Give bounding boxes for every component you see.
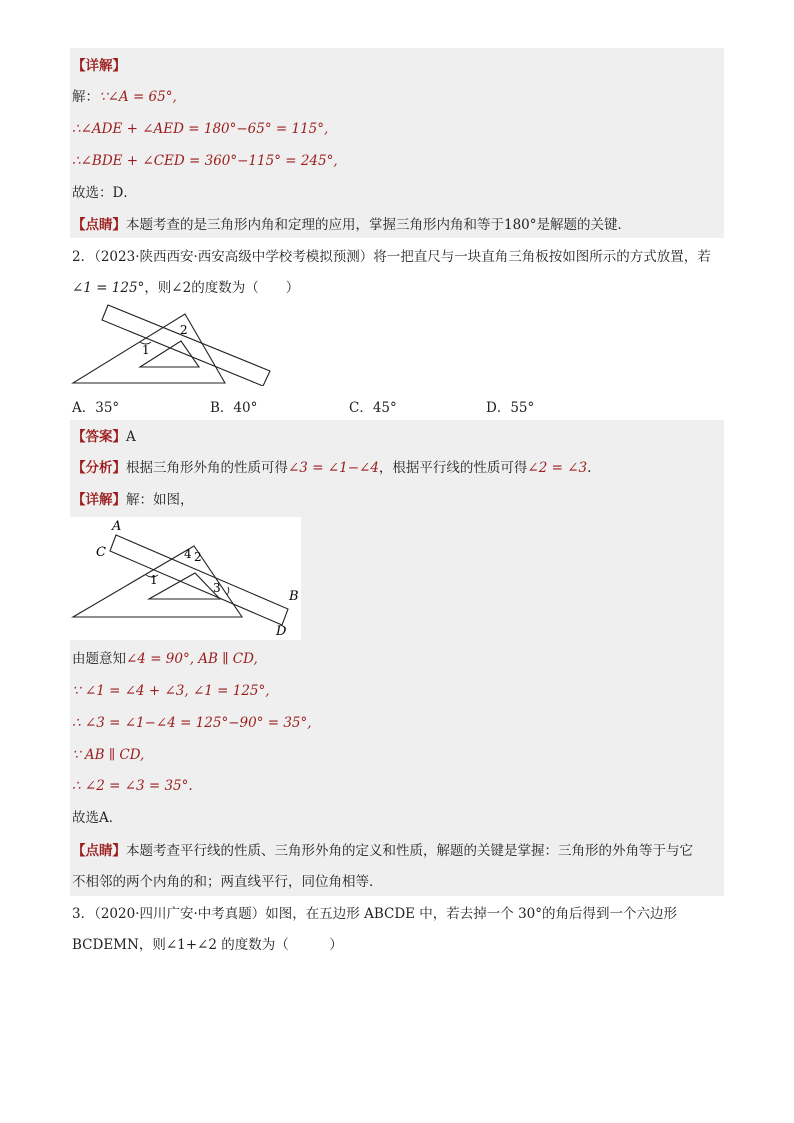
label-3: 3 [213,581,221,595]
solution-2-comment-line-1 [72,842,693,860]
choice-a-value: 35° [95,400,120,416]
choice-a [72,396,119,416]
solution-1-line-1 [72,88,177,106]
comment-tag-2: 【点睛】 [72,843,126,859]
detail-tag-1: 【详解】 [72,58,126,74]
solution-2-choose: 故选A． [72,810,123,826]
label-D: D [276,624,287,639]
choice-d-value: 55° [510,400,535,416]
analysis-math-b: ∠2 = ∠3 [527,460,588,476]
choice-d-key: D． [486,400,511,416]
label-A: A [112,519,122,534]
analysis-text-a: 根据三角形外角的性质可得 [126,460,288,476]
detail-text-2: 解：如图， [126,492,194,508]
comment-text-1: 本题考查的是三角形内角和定理的应用，掌握三角形内角和等于180°是解题的关键． [126,217,632,233]
step-1-math: ∠4 = 90°, AB ∥ CD, [126,651,258,667]
angle-given: ∠1 = 125° [72,280,145,296]
choice-b [210,396,257,416]
step-5: ∴ ∠2 = ∠3 = 35°. [72,778,193,794]
question-3-line-1: 3．（2020·四川广安·中考真题）如图，在五边形 ABCDE 中，若去掉一个 30°的角后得到一个六边形 [72,906,678,922]
step-4: ∵ AB ∥ CD, [72,747,145,763]
answer-line [72,428,136,446]
prefix: 解： [72,89,99,105]
label-1: 1 [150,573,158,587]
stem-tail: ，则∠2的度数为（ ） [144,280,300,296]
question-2-figure [70,302,280,386]
solution-block-1-background [70,48,724,238]
solution-2-figure [70,517,301,640]
solution-1-line-3: ∴∠BDE + ∠CED = 360°−115° = 245°, [72,153,338,169]
detail-line-2 [72,491,194,509]
solution-1-comment [72,216,631,234]
analysis-line [72,459,591,477]
choice-c-key: C． [349,400,373,416]
choice-d [486,396,534,416]
analysis-tag: 【分析】 [72,460,126,476]
comment-tag-1: 【点睛】 [72,217,126,233]
label-1: 1 [142,343,150,357]
choice-c [349,396,397,416]
answer-tag: 【答案】 [72,429,126,445]
label-C: C [96,545,106,560]
detail-tag-2: 【详解】 [72,492,126,508]
solution-1-choose: 故选：D． [72,185,137,201]
choice-c-value: 45° [372,400,397,416]
solution-1-line-2: ∴∠ADE + ∠AED = 180°−65° = 115°, [72,121,329,137]
question-2-stem-line-1: 2．（2023·陕西西安·西安高级中学校考模拟预测）将一把直尺与一块直角三角板按如图所示的方式放置，若 [72,249,711,265]
choice-b-value: 40° [233,400,258,416]
comment-text-2: 本题考查平行线的性质、三角形外角的定义和性质，解题的关键是掌握：三角形的外角等于与它 [126,843,693,859]
step-1-prefix: 由题意知 [72,651,126,667]
analysis-text-b: ，根据平行线的性质可得 [378,460,528,476]
solution-2-comment-line-2: 不相邻的两个内角的和；两直线平行，同位角相等． [72,874,383,890]
label-2: 2 [180,323,188,337]
analysis-math-a: ∠3 = ∠1−∠4 [288,460,379,476]
question-3-line-2: BCDEMN，则∠1+∠2 的度数为（ ） [72,937,343,953]
analysis-end: . [587,460,592,476]
step-2: ∵ ∠1 = ∠4 + ∠3, ∠1 = 125°, [72,683,270,699]
answer-value: A [126,429,136,445]
ruler-shape [102,305,270,386]
label-4: 4 [184,547,192,561]
triangle-inner [149,573,220,599]
choice-b-key: B． [210,400,234,416]
step-1 [72,650,258,668]
math: ∵∠A = 65°, [99,89,177,105]
question-2-stem-line-2 [72,279,299,297]
choice-a-key: A． [72,400,96,416]
step-3: ∴ ∠3 = ∠1−∠4 = 125°−90° = 35°, [72,715,312,731]
angle-3-arc [227,587,229,595]
label-2: 2 [194,550,202,564]
label-B: B [289,589,299,604]
